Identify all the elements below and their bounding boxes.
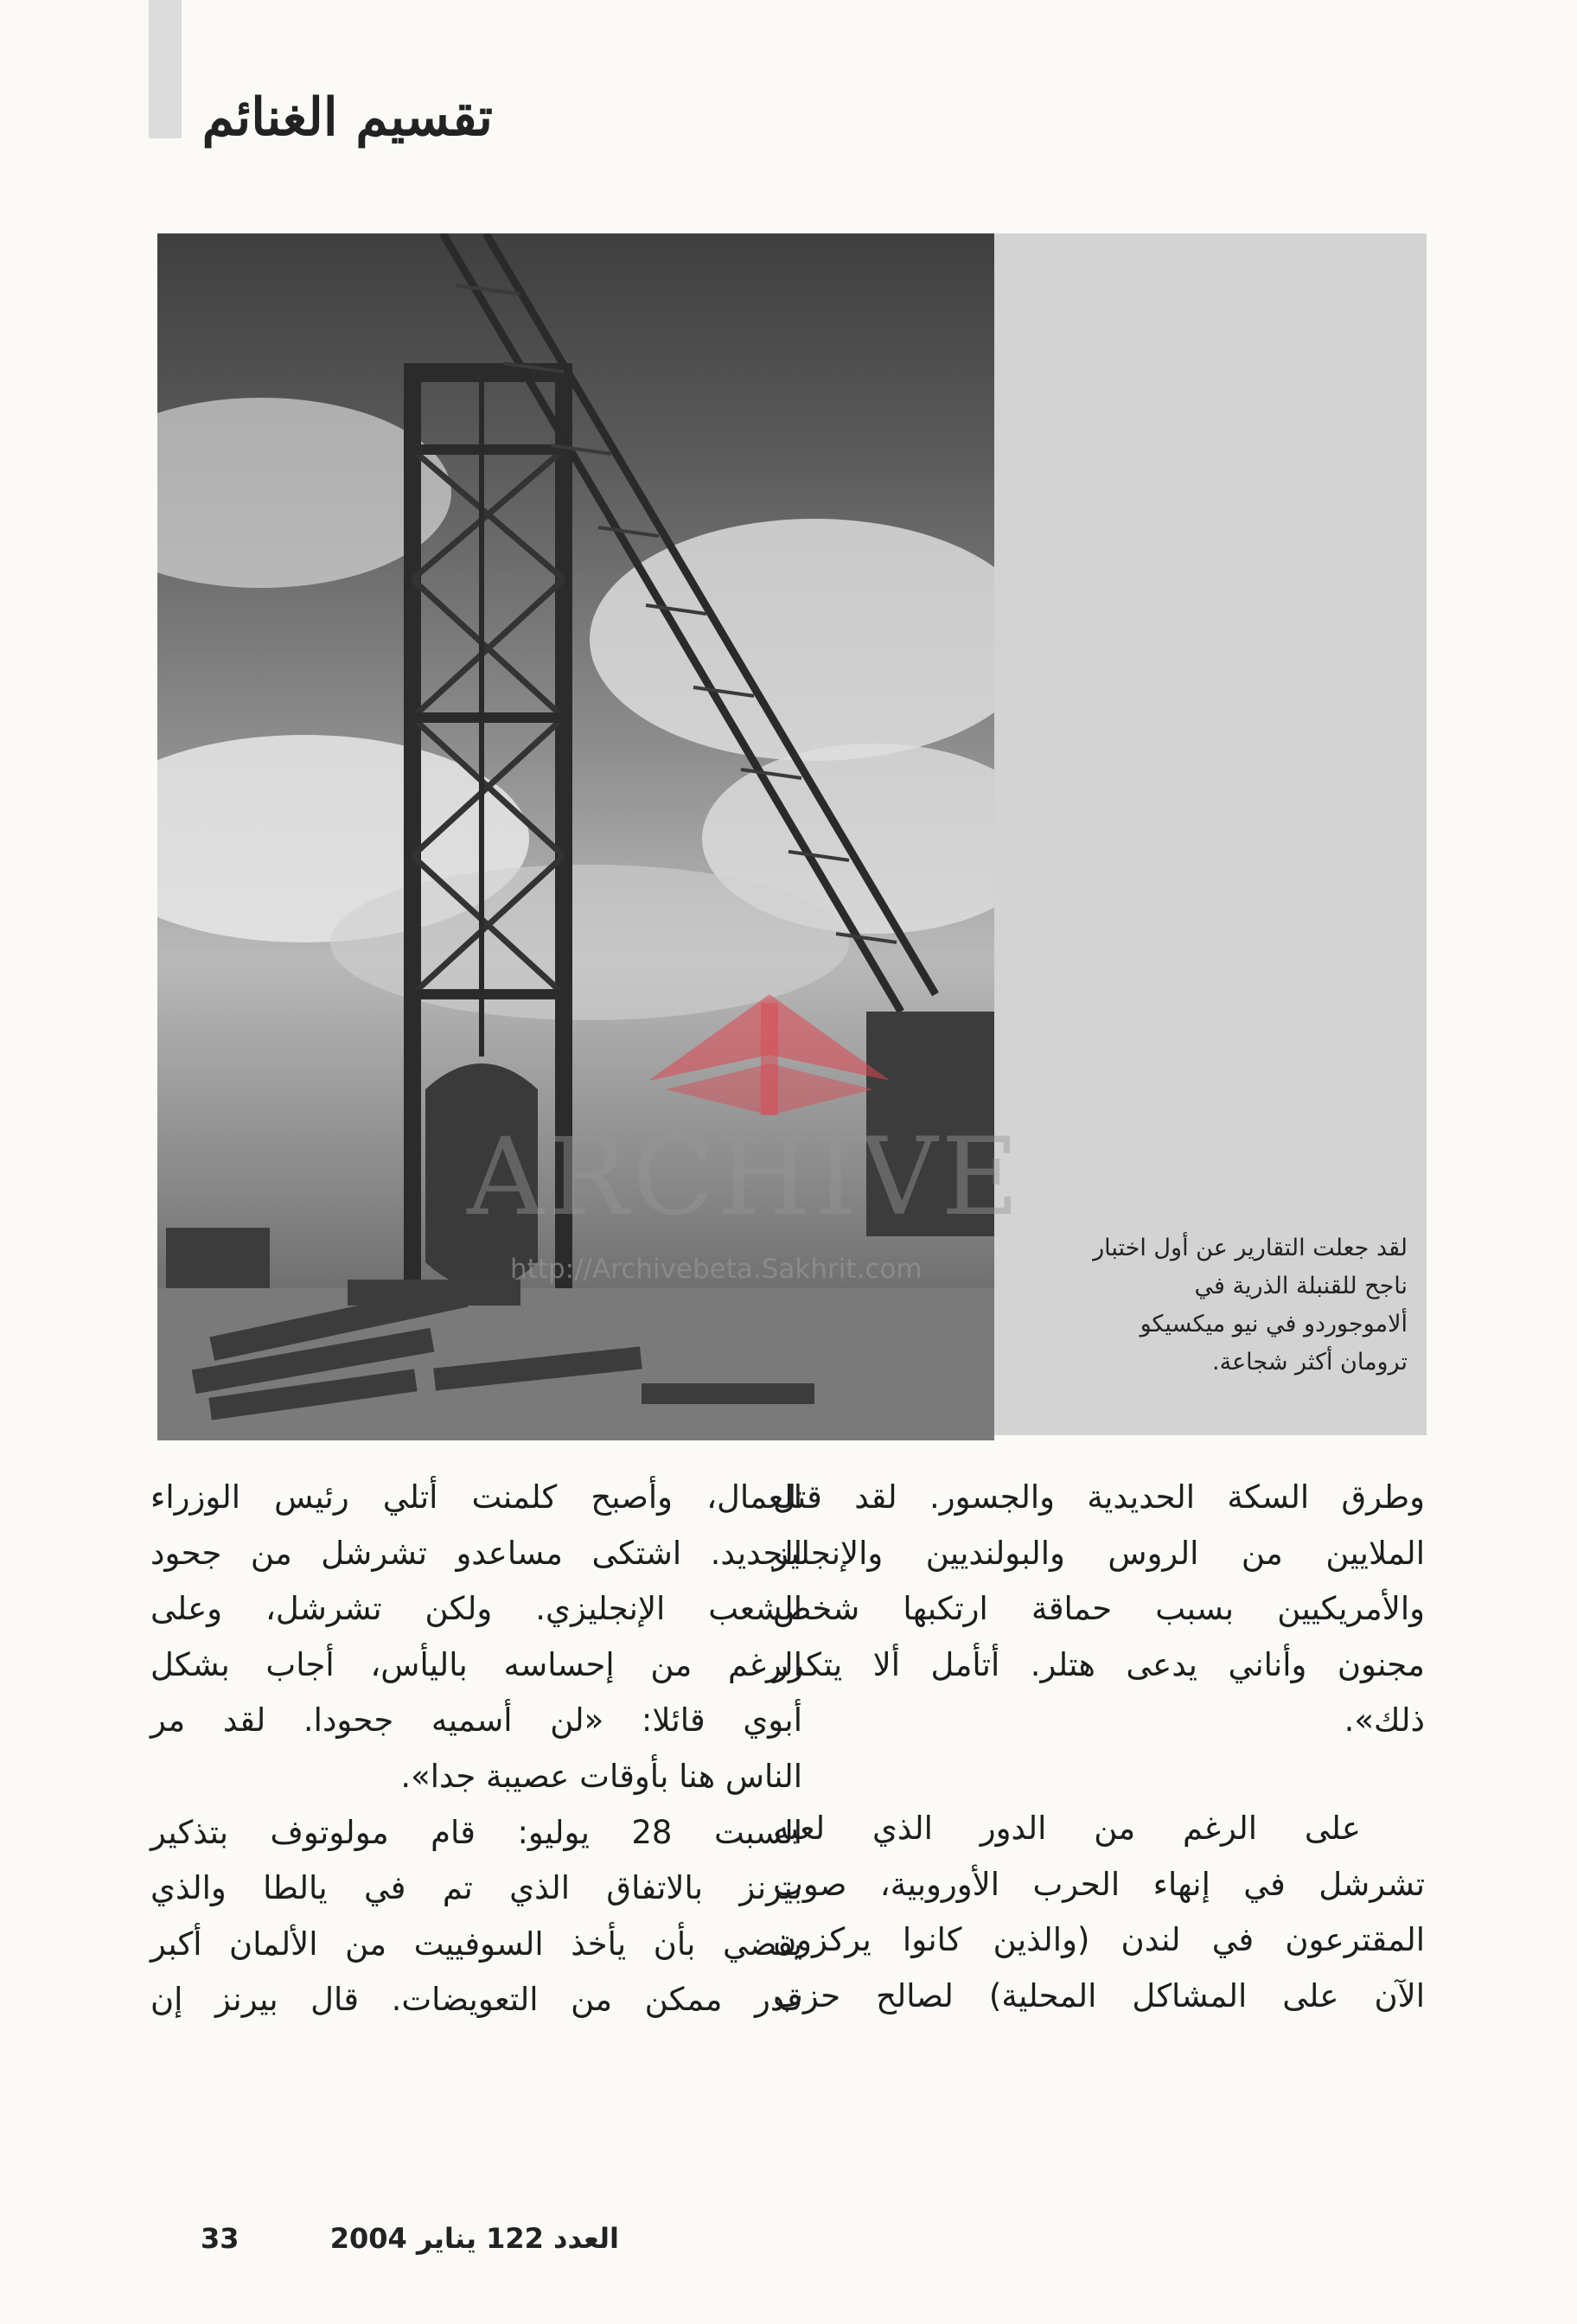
article-column-left xyxy=(150,1470,802,2028)
caption-line: لقد جعلت التقارير عن أول اختبار xyxy=(1093,1235,1408,1261)
issue-info: العدد 122 يناير 2004 xyxy=(329,2222,619,2255)
caption-line: ألاموجوردو في نيو ميكسيكو xyxy=(1140,1311,1408,1338)
text-line: السبت 28 يوليو: قام مولوتوف بتذكير xyxy=(150,1813,802,1851)
photo-illustration xyxy=(157,233,994,1440)
text-line: الآن على المشاكل المحلية) لصالح حزب xyxy=(773,1976,1425,2014)
text-line: مجنون وأناني يدعى هتلر. أتأمل ألا يتكرر xyxy=(773,1645,1425,1683)
caption-box xyxy=(994,233,1427,1435)
text-line: ذلك». xyxy=(1344,1702,1425,1740)
watermark-word: ARCHIVE xyxy=(467,1115,1023,1240)
photo-crane-tower xyxy=(157,233,994,1440)
text-line: يقضي بأن يأخذ السوفييت من الألمان أكبر xyxy=(150,1925,802,1963)
watermark-url: http://Archivebeta.Sakhrit.com xyxy=(510,1254,923,1285)
text-line: الناس هنا بأوقات عصيبة جدا». xyxy=(400,1757,802,1795)
text-line: الملايين من الروس والبولنديين والإنجليز xyxy=(773,1534,1425,1572)
text-line: الشعب الإنجليزي. ولكن تشرشل، وعلى xyxy=(150,1590,802,1628)
text-line: العمال، وأصبح كلمنت أتلي رئيس الوزراء xyxy=(150,1478,802,1516)
text-line: بيرنز بالاتفاق الذي تم في يالطا والذي xyxy=(150,1869,802,1907)
photo-caption xyxy=(1010,1229,1427,1382)
text-line: والأمريكيين بسبب حماقة ارتكبها شخص xyxy=(773,1590,1425,1628)
text-line: الجديد. اشتكى مساعدو تشرشل من جحود xyxy=(150,1534,802,1572)
text-line: على الرغم من الدور الذي لعبه xyxy=(773,1809,1361,1847)
text-line: قدر ممكن من التعويضات. قال بيرنز إن xyxy=(150,1981,802,2019)
caption-line: ترومان أكثر شجاعة. xyxy=(1212,1349,1408,1376)
text-line: تشرشل في إنهاء الحرب الأوروبية، صوت xyxy=(773,1865,1425,1903)
caption-line: ناجح للقنبلة الذرية في xyxy=(1194,1273,1408,1299)
text-line: المقترعون في لندن (والذين كانوا يركزون xyxy=(773,1921,1425,1959)
text-line: الرغم من إحساسه باليأس، أجاب بشكل xyxy=(150,1645,802,1683)
section-title: تقسيم الغنائم xyxy=(201,87,493,148)
header-decorative-bar xyxy=(149,0,182,138)
text-line: أبوي قائلا: «لن أسميه جحودا. لقد مر xyxy=(150,1702,802,1740)
page-number: 33 xyxy=(201,2222,239,2255)
text-line: وطرق السكة الحديدية والجسور. لقد قتل xyxy=(773,1478,1425,1516)
article-column-right xyxy=(773,1470,1425,2024)
paragraph-gap xyxy=(773,1749,1425,1801)
